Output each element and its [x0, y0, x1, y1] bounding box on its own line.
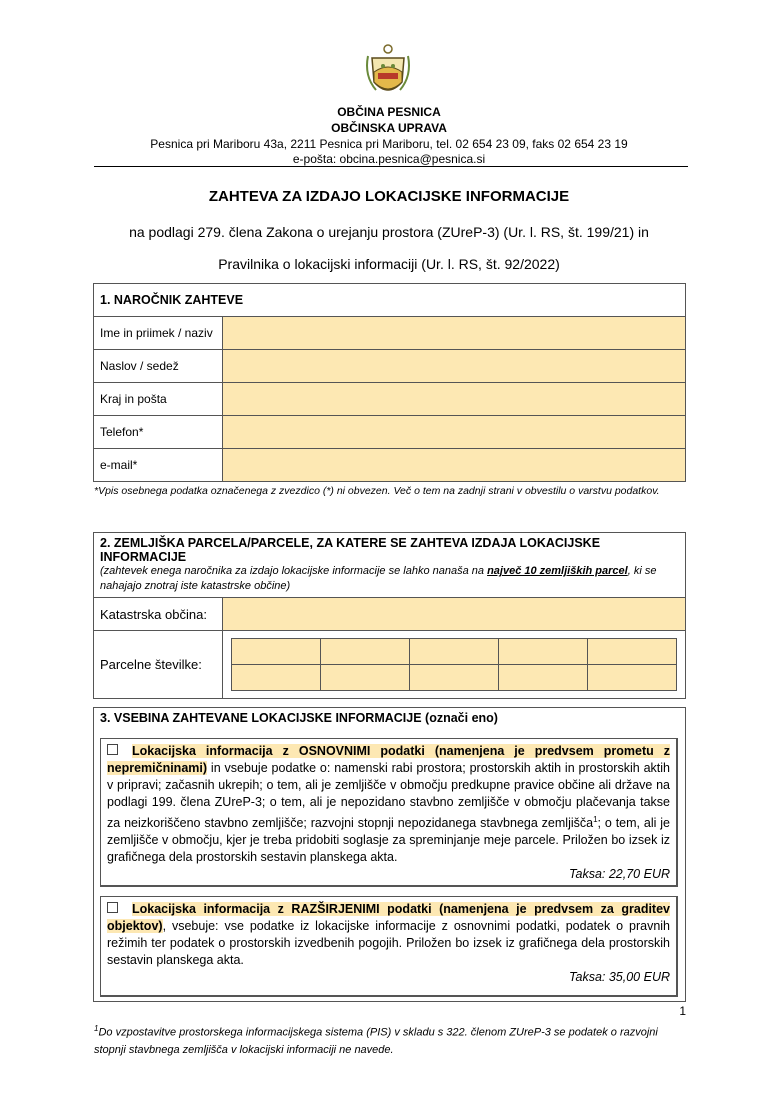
parcel-numbers-label: Parcelne številke: — [94, 631, 223, 699]
extended-info-fee: Taksa: 35,00 EUR — [569, 970, 670, 984]
section2-description: (zahtevek enega naročnika za izdajo lokacijske informacije se lahko nanaša na največ 10 zemljiških parcel, ki se nahajajo znotraj iste katastrske občine) — [100, 565, 657, 592]
contact-email: e-pošta: obcina.pesnica@pesnica.si — [292, 152, 486, 166]
option-basic-info[interactable]: Lokacijska informacija z OSNOVNIMI podatki (namenjena je predvsem prometu z nepremičninami) in vsebuje podatke o: namenski rabi prostora; prostorskih aktih in prostorskih aktih v pripravi; začasnih ukrepih; o tem, ali je zemljišče v območju predkupne pravice občine ali države na podlagi 199. člena ZUreP-3; o tem, ali je nepozidano stavbno zemljišče v območju plačevanja takse za neizkoriščeno stavbno zemljišče; razvojni stopnji nepozidanega stavbnega zemljišča$^1$; o tem, ali je zemljišče v območju, kjer je treba pridobiti soglasje za spreminjanje meje parcele. Priložen bo izsek iz grafičnega dela prostorskih sestavin planskega akta. Taksa: 22,70 EUR — [100, 738, 678, 887]
cadastral-municipality-input[interactable] — [223, 598, 686, 631]
section1-heading: 1. NAROČNIK ZAHTEVE — [94, 284, 686, 317]
field-label-name: Ime in priimek / naziv — [94, 317, 223, 350]
section2-parcels-table — [93, 532, 686, 699]
field-label-email: e-mail* — [94, 449, 223, 482]
parcel-number-input[interactable] — [499, 665, 588, 691]
optional-data-note: *Vpis osebnega podatka označenega z zvezdico (*) ni obvezen. Več o tem na zadnji strani v obvestilu o varstvu podatkov. — [94, 485, 660, 497]
cadastral-municipality-label: Katastrska občina: — [94, 598, 223, 631]
parcel-number-input[interactable] — [499, 639, 588, 665]
field-label-city: Kraj in pošta — [94, 383, 223, 416]
parcel-number-input[interactable] — [321, 639, 410, 665]
basic-info-title: Lokacijska informacija z OSNOVNIMI podatki (namenjena je predvsem prometu z nepremičninami) — [107, 744, 670, 775]
section3-heading: 3. VSEBINA ZAHTEVANE LOKACIJSKE INFORMACIJE (označi eno) — [100, 711, 498, 725]
page-number: 1 — [679, 1004, 686, 1018]
footnote: $^1$Do vzpostavitve prostorskega informacijskega sistema (PIS) v skladu s 322. členom ZUreP-3 se podatek o razvojni stopnji stavbnega zemljišča v lokacijski informaciji ne navede. — [94, 1024, 658, 1056]
administration-name: OBČINSKA UPRAVA — [331, 121, 447, 135]
parcel-numbers-grid — [231, 638, 677, 691]
field-label-phone: Telefon* — [94, 416, 223, 449]
municipality-coat-of-arms-logo — [358, 42, 418, 102]
name-input[interactable] — [223, 317, 686, 350]
contact-address: Pesnica pri Mariboru 43a, 2211 Pesnica pri Mariboru, tel. 02 654 23 09, faks 02 654 23 19 — [150, 137, 628, 151]
city-postcode-input[interactable] — [223, 383, 686, 416]
legal-basis-line1: na podlagi 279. člena Zakona o urejanju prostora (ZUreP-3) (Ur. l. RS, št. 199/21) in — [129, 224, 649, 240]
parcel-number-input[interactable] — [410, 639, 499, 665]
option-extended-info[interactable] — [100, 896, 678, 997]
basic-info-description: in vsebuje podatke o: namenski rabi prostora; prostorskih aktih in prostorskih aktih v pripravi; začasnih ukrepih; o tem, ali je zemljišče v območju predkupne pravice občine ali države na podlagi 199. člena ZUreP-3; o tem, ali je nepozidano stavbno zemljišče v območju plačevanja takse za neizkoriščeno stavbno zemljišče; razvojni stopnji nepozidanega stavbnega zemljišča — [107, 761, 670, 831]
parcel-number-input[interactable] — [588, 665, 677, 691]
parcel-number-input[interactable] — [321, 665, 410, 691]
basic-info-fee: Taksa: 22,70 EUR — [569, 867, 670, 882]
address-input[interactable] — [223, 350, 686, 383]
field-label-address: Naslov / sedež — [94, 350, 223, 383]
extended-info-title: Lokacijska informacija z RAZŠIRJENIMI podatki (namenjena je predvsem za graditev objektov) — [107, 902, 670, 933]
section1-applicant-table — [93, 283, 686, 482]
extended-info-checkbox[interactable] — [107, 902, 118, 913]
max-parcels-emphasis: največ 10 zemljiških parcel — [487, 565, 628, 577]
extended-info-description: , vsebuje: vse podatke iz lokacijske informacije z osnovnimi podatki, podatek o pravnih režimih ter podatek o prostorskih izvedbenih pogojih. Priložen bo izsek iz grafičnega dela prostorskih sestavin planskega akta. — [107, 919, 670, 967]
parcel-number-input[interactable] — [410, 665, 499, 691]
document-title: ZAHTEVA ZA IZDAJO LOKACIJSKE INFORMACIJE — [208, 188, 570, 205]
legal-basis-line2: Pravilnika o lokacijski informaciji (Ur. l. RS, št. 92/2022) — [218, 256, 560, 272]
section2-heading: 2. ZEMLJIŠKA PARCELA/PARCELE, ZA KATERE SE ZAHTEVA IZDAJA LOKACIJSKE INFORMACIJE — [100, 536, 601, 564]
email-input[interactable] — [223, 449, 686, 482]
header-divider — [94, 166, 688, 167]
parcel-number-input[interactable] — [232, 639, 321, 665]
parcel-number-input[interactable] — [588, 639, 677, 665]
parcel-number-input[interactable] — [232, 665, 321, 691]
phone-input[interactable] — [223, 416, 686, 449]
municipality-name: OBČINA PESNICA — [337, 105, 441, 119]
basic-info-checkbox[interactable] — [107, 744, 118, 755]
